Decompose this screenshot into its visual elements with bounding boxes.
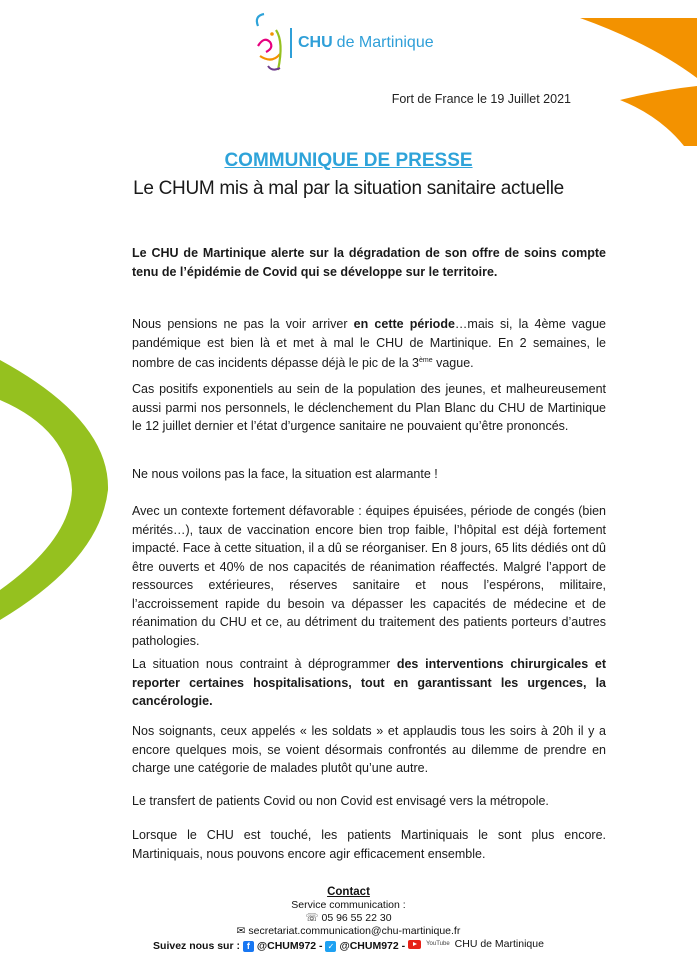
contact-footer bbox=[0, 886, 697, 953]
mail-icon: ✉ bbox=[236, 925, 246, 937]
press-release-title: COMMUNIQUE DE PRESSE bbox=[224, 150, 473, 171]
paragraph-5: La situation nous contraint à déprogrammer des interventions chirurgicales et reporter certaines hospitalisations, tout en garantissant les urgences, la cancérologie. bbox=[132, 657, 606, 708]
follow-label: Suivez nous sur : bbox=[153, 940, 240, 952]
phone-number[interactable]: 05 96 55 22 30 bbox=[321, 912, 392, 924]
paragraph-8: Lorsque le CHU est touché, les patients Martiniquais le sont plus encore. Martiniquais, nous pouvons encore agir efficacement ensemble. bbox=[132, 828, 606, 861]
lead-paragraph: Le CHU de Martinique alerte sur la dégradation de son offre de soins compte tenu de l’épidémie de Covid qui se développe sur le territoire. bbox=[132, 246, 606, 279]
paragraph-1: Nous pensions ne pas la voir arriver en cette période…mais si, la 4ème vague pandémique est bien là et met à mal le CHU de Martinique. En 2 semaines, le nombre de cas incidents dépasse déjà le pic de la 3ème vague. bbox=[132, 317, 606, 371]
phone-line bbox=[0, 912, 697, 925]
paragraph-2: Cas positifs exponentiels au sein de la population des jeunes, et malheureusement aussi parmi nos personnels, le déclenchement du Plan Blanc du CHU de Martinique le 12 juillet dernier et l’état d’urgence sanitaire ne pouvaient qu’être prononcés. bbox=[132, 382, 606, 433]
social-line bbox=[0, 938, 697, 953]
chu-logo bbox=[250, 12, 434, 74]
paragraph-6: Nos soignants, ceux appelés « les soldats » et applaudis tous les soirs à 20h il y a encore quelques mois, se voient désormais confrontés au dilemme de prendre en charge une catégorie de malades plutôt qu’une autre. bbox=[132, 724, 606, 775]
logo-divider bbox=[290, 28, 292, 58]
phone-icon: ☏ bbox=[305, 912, 319, 924]
document-date: Fort de France le 19 Juillet 2021 bbox=[391, 92, 571, 106]
youtube-link[interactable]: YouTube CHU de Martinique bbox=[408, 938, 544, 951]
email-line bbox=[0, 925, 697, 938]
logo-text: de Martinique bbox=[336, 34, 434, 51]
paragraph-7: Le transfert de patients Covid ou non Covid est envisagé vers la métropole. bbox=[132, 794, 549, 808]
twitter-icon: ✓ bbox=[325, 941, 336, 952]
paragraph-3: Ne nous voilons pas la face, la situation est alarmante ! bbox=[132, 467, 438, 481]
email-link[interactable]: secretariat.communication@chu-martinique.fr bbox=[248, 925, 461, 937]
twitter-link[interactable]: ✓ @CHUM972 - bbox=[325, 940, 405, 953]
facebook-link[interactable]: f @CHUM972 - bbox=[243, 940, 323, 953]
youtube-wordmark: YouTube bbox=[426, 941, 450, 947]
logo-mark-icon bbox=[250, 12, 290, 74]
logo-text-bold: CHU bbox=[298, 34, 333, 51]
paragraph-4: Avec un contexte fortement défavorable : équipes épuisées, période de congés (bien mérités…), taux de vaccination encore bien trop faible, l’hôpital est déjà fortement impacté. Face à cette situation, il a dû se réorganiser. En 8 jours, 65 lits dédiés ont dû être ouverts et 40% de nos capacités de réanimation réaffectés. Malgré l’apport de ressources extérieures, réserves sanitaire et nous l’espérons, militaire, l’accroissement rapide du besoin va dépasser les capacités de médecine et de réanimation du CHU et ce, au détriment du traitement des patients porteurs d’autres pathologies. bbox=[132, 504, 606, 648]
contact-heading: Contact bbox=[327, 886, 370, 898]
press-release-subtitle: Le CHUM mis à mal par la situation sanitaire actuelle bbox=[133, 178, 564, 199]
youtube-icon bbox=[408, 940, 421, 949]
facebook-icon: f bbox=[243, 941, 254, 952]
orange-shape-top bbox=[560, 18, 697, 78]
service-label: Service communication : bbox=[291, 899, 406, 911]
orange-shape-right bbox=[620, 86, 697, 146]
green-arc-left bbox=[0, 360, 110, 620]
